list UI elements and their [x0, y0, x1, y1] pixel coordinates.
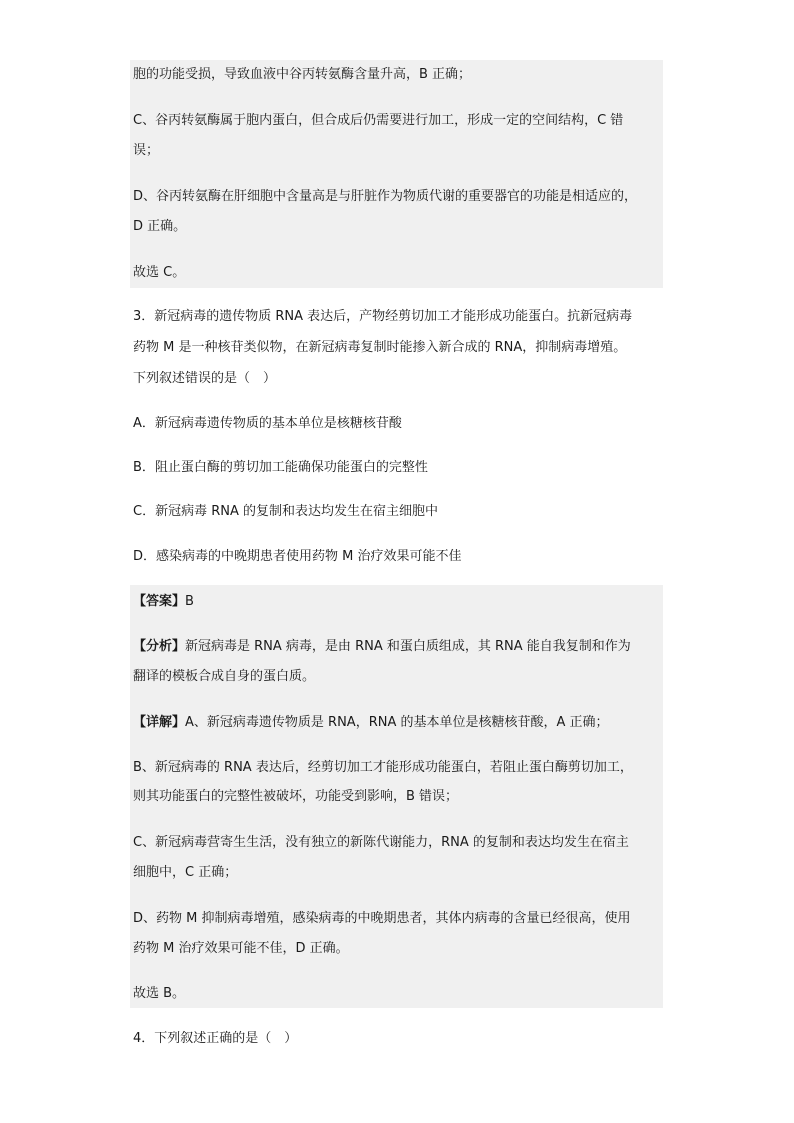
answer-tag: 【答案】 [133, 594, 186, 609]
detail-a-text: A、新冠病毒遗传物质是 RNA，RNA 的基本单位是核糖核苷酸，A 正确； [185, 715, 609, 730]
analysis-tag: 【分析】 [133, 639, 186, 654]
detail-line-c-1: C、新冠病毒营寄生生活，没有独立的新陈代谢能力，RNA 的复制和表达均发生在宿主 [133, 835, 629, 850]
question-3-stem-line-2: 药物 M 是一种核苷类似物，在新冠病毒复制时能掺入新合成的 RNA，抑制病毒增殖。 [133, 340, 627, 355]
previous-solution-line: 胞的功能受损，导致血液中谷丙转氨酶含量升高，B 正确； [133, 67, 472, 82]
previous-solution-option-d-cont: D 正确。 [133, 219, 187, 234]
previous-solution-conclusion: 故选 C。 [133, 265, 186, 280]
detail-line-b-1: B、新冠病毒的 RNA 表达后，经剪切加工才能形成功能蛋白，若阻止蛋白酶剪切加工， [133, 760, 633, 775]
previous-solution-option-c: C、谷丙转氨酶属于胞内蛋白，但合成后仍需要进行加工，形成一定的空间结构，C 错 [133, 113, 624, 128]
analysis-line-1 [133, 638, 631, 656]
question-3-option-b: B．阻止蛋白酶的剪切加工能确保功能蛋白的完整性 [133, 460, 428, 475]
previous-solution-option-c-cont: 误； [133, 143, 160, 158]
detail-line-d-2: 药物 M 治疗效果可能不佳，D 正确。 [133, 941, 349, 956]
detail-line-a [133, 714, 609, 732]
previous-solution-block [130, 60, 663, 288]
detail-line-b-2: 则其功能蛋白的完整性被破坏，功能受到影响，B 错误； [133, 789, 459, 804]
answer-line [133, 593, 194, 611]
detail-line-c-2: 细胞中，C 正确； [133, 865, 238, 880]
question-3-option-a: A．新冠病毒遗传物质的基本单位是核糖核苷酸 [133, 416, 402, 431]
question-3-option-c: C．新冠病毒 RNA 的复制和表达均发生在宿主细胞中 [133, 504, 438, 519]
detail-tag: 【详解】 [133, 715, 186, 730]
question-3-stem-line-3: 下列叙述错误的是（ ） [133, 371, 277, 386]
answer-value: B [185, 594, 194, 609]
question-4-stem: 4．下列叙述正确的是（ ） [133, 1031, 298, 1046]
previous-solution-option-d: D、谷丙转氨酶在肝细胞中含量高是与肝脏作为物质代谢的重要器官的功能是相适应的， [133, 189, 638, 204]
question-3-conclusion: 故选 B。 [133, 986, 186, 1001]
question-3-stem-line-1: 3．新冠病毒的遗传物质 RNA 表达后，产物经剪切加工才能形成功能蛋白。抗新冠病毒 [133, 309, 633, 324]
analysis-text: 新冠病毒是 RNA 病毒，是由 RNA 和蛋白质组成，其 RNA 能自我复制和作为 [185, 639, 631, 654]
detail-line-d-1: D、药物 M 抑制病毒增殖，感染病毒的中晚期患者，其体内病毒的含量已经很高，使用 [133, 911, 631, 926]
question-3-option-d: D．感染病毒的中晚期患者使用药物 M 治疗效果可能不佳 [133, 549, 462, 564]
analysis-line-2: 翻译的模板合成自身的蛋白质。 [133, 669, 316, 684]
